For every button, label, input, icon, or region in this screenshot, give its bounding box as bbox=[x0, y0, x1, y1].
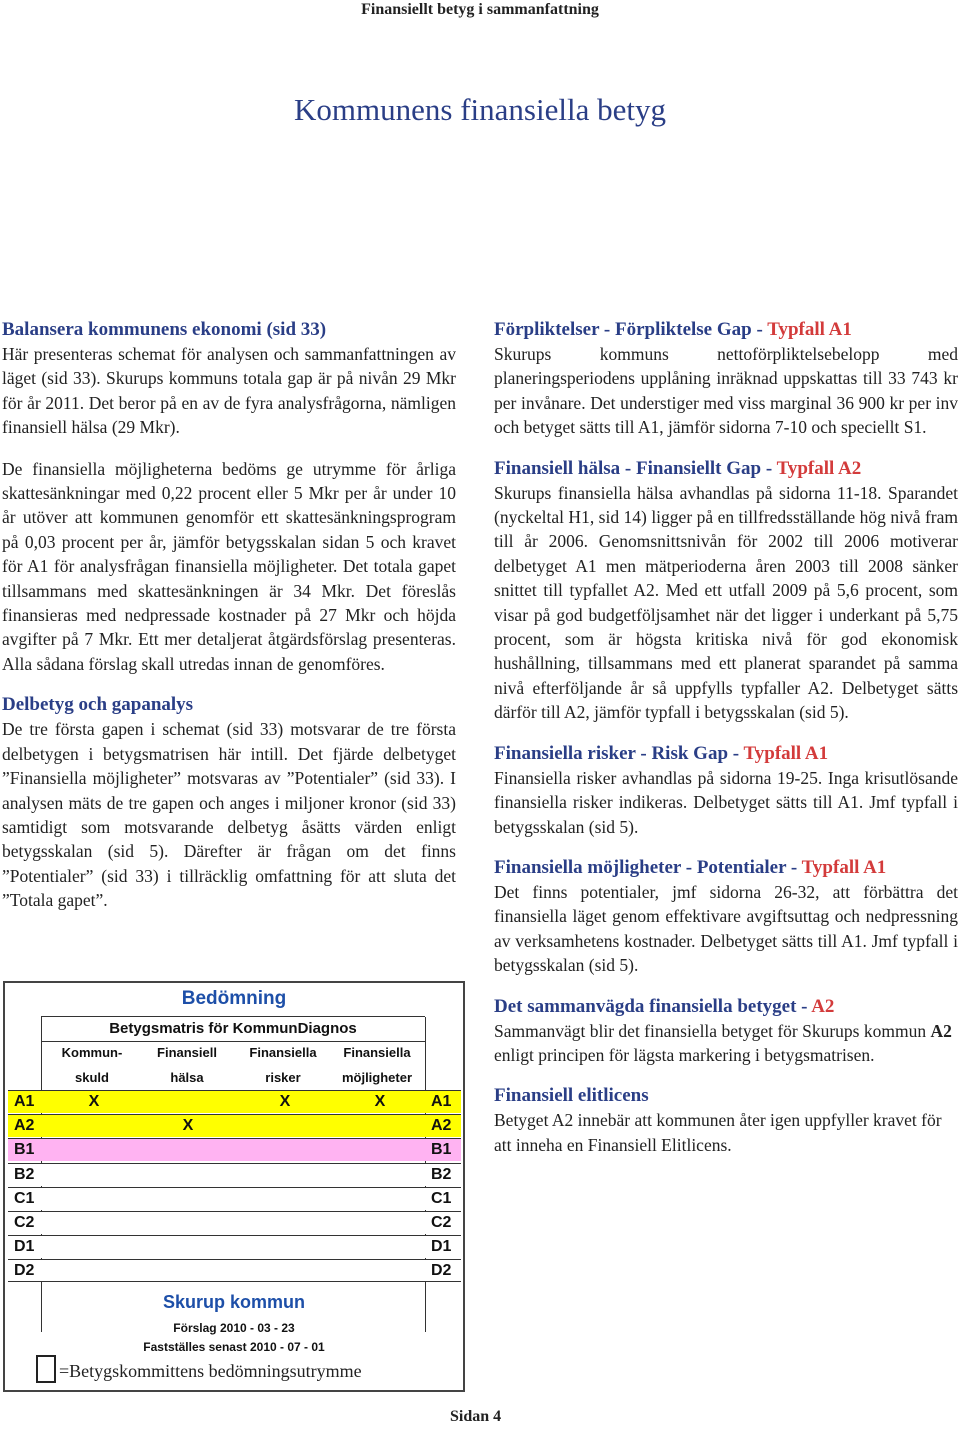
row-grade-left: B2 bbox=[14, 1165, 35, 1183]
grade-mark bbox=[84, 1164, 104, 1186]
grade-mark bbox=[370, 1139, 390, 1161]
grade-mark bbox=[84, 1212, 104, 1234]
text-financial-risks: Finansiella risker avhandlas på sidorna 19-25. Inga krisutlösande finansiella risker indikeras. Delbetyget sätts till A1. Jmf typfall i betygsskalan (sid 5). bbox=[494, 767, 958, 837]
page-title: Kommunens finansiella betyg bbox=[294, 92, 666, 127]
matrix-row bbox=[8, 1235, 461, 1258]
page-number: Sidan 4 bbox=[450, 1408, 502, 1425]
matrix-legend bbox=[36, 1355, 362, 1383]
grade-mark bbox=[84, 1139, 104, 1161]
grade-mark bbox=[84, 1115, 104, 1137]
right-column bbox=[494, 318, 958, 1157]
col-header-possibilities: Finansiella bbox=[343, 1045, 411, 1060]
grade-mark bbox=[178, 1164, 198, 1186]
matrix-established-date: Fastställes senast 2010 - 07 - 01 bbox=[143, 1340, 325, 1354]
grade-mark bbox=[84, 1236, 104, 1258]
row-grade-right: D1 bbox=[431, 1238, 452, 1256]
left-column bbox=[2, 318, 456, 913]
col-header-health-2: hälsa bbox=[170, 1070, 204, 1085]
col-header-debt-2: skuld bbox=[75, 1070, 109, 1085]
grade-obligations: Typfall A1 bbox=[767, 319, 852, 340]
row-grade-right: B2 bbox=[431, 1165, 452, 1183]
grade-mark bbox=[275, 1115, 295, 1137]
row-grade-left: D2 bbox=[14, 1262, 35, 1280]
grade-mark bbox=[275, 1188, 295, 1210]
text-obligations: Skurups kommuns nettoförpliktelsebelopp med planeringsperiodens upplåning inräknad uppskattas till 33 743 kr per invånare. Det understiger med viss marginal 36 900 kr per inv och betyget sätts till A1, jämför sidorna 7-10 och speciellt S1. bbox=[494, 344, 958, 438]
row-grade-left: A2 bbox=[14, 1117, 35, 1135]
row-grade-left: C2 bbox=[14, 1214, 35, 1231]
grade-mark bbox=[275, 1212, 295, 1234]
grade-mark bbox=[370, 1212, 390, 1234]
grade-mark bbox=[178, 1188, 198, 1210]
col-header-risks: Finansiella bbox=[249, 1045, 317, 1060]
grade-mark: X bbox=[182, 1117, 194, 1135]
grade-mark: X bbox=[88, 1093, 100, 1110]
matrix-row bbox=[8, 1090, 461, 1113]
grade-mark bbox=[370, 1260, 390, 1282]
matrix-title: Bedömning bbox=[181, 988, 287, 1009]
heading-obligations: Förpliktelser - Förpliktelse Gap - Typfall A1 bbox=[494, 319, 852, 340]
grade-overall: A2 bbox=[811, 995, 835, 1017]
matrix-row bbox=[8, 1163, 461, 1186]
paragraph-gap-analysis: De tre första gapen i schemat (sid 33) motsvarar de tre första delbetygen i betygsmatrisen här intill. Det fjärde delbetyget ”Finansiella möjligheter” motsvaras av ”Potentialer” (sid 33). I analysen mäts de tre gapen och anges i miljoner kronor (sid 33) samtidigt som motsvarande delbetyg åsätts värden enligt betygsskalan (sid 5). Därefter är frågan om det finns ”Potentialer” (sid 33) i tillräcklig omfattning för att sluta det ”Totala gapet”. bbox=[2, 719, 456, 911]
row-grade-left: C1 bbox=[14, 1189, 35, 1207]
grade-financial-health: Typfall A2 bbox=[776, 457, 862, 479]
text-financial-possibilities: Det finns potentialer, jmf sidorna 26-32, att förbättra det finansiella läget genom effektivare avgiftsuttag och nedpressning av verksamhetens kostnader. Delbetyget sätts till A1. Jmf typfall i betygsskalan (sid 5). bbox=[494, 881, 958, 976]
row-grade-right: D2 bbox=[431, 1262, 452, 1280]
running-head: Finansiellt betyg i sammanfattning bbox=[361, 1, 599, 18]
grade-mark: X bbox=[374, 1093, 386, 1110]
grade-mark bbox=[178, 1236, 198, 1258]
matrix-municipality: Skurup kommun bbox=[162, 1292, 305, 1312]
text-overall-grade: Sammanvägt blir det finansiella betyget för Skurups kommun A2 enligt principen för lägsta markering i betygsmatrisen. bbox=[494, 1020, 952, 1065]
heading-financial-risks: Finansiella risker - Risk Gap - Typfall A1 bbox=[494, 742, 829, 764]
matrix-row bbox=[8, 1138, 461, 1161]
row-grade-left: B1 bbox=[14, 1141, 35, 1159]
grade-mark bbox=[275, 1164, 295, 1186]
matrix-subtitle: Betygsmatris för KommunDiagnos bbox=[41, 1016, 425, 1042]
section-heading-gap-analysis: Delbetyg och gapanalys bbox=[2, 694, 194, 716]
row-grade-left: D1 bbox=[14, 1238, 35, 1256]
col-header-risks-2: risker bbox=[265, 1070, 301, 1085]
matrix-row bbox=[8, 1114, 461, 1137]
paragraph-summary: Här presenteras schemat för analysen och sammanfattningen av läget (sid 33). Skurups kommuns totala gap är på nivån 29 Mkr för år 2011. Det beror på en av de fyra analysfrågorna, nämligen finansiell hälsa (29 Mkr). bbox=[2, 344, 456, 438]
heading-financial-possibilities: Finansiella möjligheter - Potentialer - Typfall A1 bbox=[494, 856, 887, 878]
row-grade-right: C1 bbox=[431, 1189, 452, 1207]
grade-mark bbox=[370, 1164, 390, 1186]
grade-mark bbox=[178, 1260, 198, 1282]
heading-elite-license: Finansiell elitlicens bbox=[494, 1085, 649, 1107]
heading-financial-health: Finansiell hälsa - Finansiellt Gap - Typfall A2 bbox=[494, 457, 862, 479]
grade-mark bbox=[178, 1212, 198, 1234]
grade-mark bbox=[84, 1260, 104, 1282]
col-header-health: Finansiell bbox=[157, 1045, 217, 1060]
col-header-possibilities-2: möjligheter bbox=[341, 1070, 413, 1085]
matrix-proposal-date: Förslag 2010 - 03 - 23 bbox=[173, 1321, 295, 1335]
grade-mark bbox=[370, 1236, 390, 1258]
matrix-row bbox=[8, 1211, 461, 1234]
grading-matrix bbox=[3, 981, 465, 1392]
text-financial-health: Skurups finansiella hälsa avhandlas på sidorna 11-18. Sparandet (nyckeltal H1, sid 14) ligger på en tillfredsställande hög nivå fram till år 2006. Genomsnittsnivån för 2002 till 2006 motiverar delbetyget A1 men mätperioderna åren 2003 till 2008 sänker snittet till typfallet A2. Med ett utfall 2009 på 5,6 procent, som visar på god budgetföljsamhet när det ligger i underkant på 5,75 procent, som är högsta kritiska nivå för god ekonomisk hushållning, tillsammans med ett planerat sparandet på samma nivå efterföljande år så uppfylls typfaller A2. Delbetyget sätts därför till A2, jämför typfall i betygsskalan (sid 5). bbox=[494, 482, 958, 723]
heading-overall-grade: Det sammanvägda finansiella betyget - A2 bbox=[494, 995, 835, 1017]
grade-financial-possibilities: Typfall A1 bbox=[801, 856, 887, 878]
grade-financial-risks: Typfall A1 bbox=[743, 742, 829, 764]
grade-mark bbox=[275, 1236, 295, 1258]
row-grade-right: C2 bbox=[431, 1214, 452, 1231]
row-grade-right: A1 bbox=[431, 1093, 452, 1110]
row-grade-right: B1 bbox=[431, 1141, 452, 1159]
legend-text: =Betygskommittens bedömningsutrymme bbox=[59, 1361, 362, 1381]
row-grade-right: A2 bbox=[431, 1117, 452, 1135]
grade-mark bbox=[178, 1091, 198, 1113]
row-grade-left: A1 bbox=[14, 1093, 35, 1110]
grade-mark: X bbox=[279, 1093, 291, 1110]
text-elite-license: Betyget A2 innebär att kommunen åter igen uppfyller kravet för att inneha en Finansiell Elitlicens. bbox=[494, 1110, 942, 1155]
col-header-debt: Kommun- bbox=[61, 1045, 123, 1060]
paragraph-possibilities: De finansiella möjligheterna bedöms ge utrymme för årliga skattesänkningar med 0,22 procent eller 5 Mkr per år under 10 år utöver att kommunen genomför ett skattesänkningsprogram på 0,03 procent per år, jämför betygsskalan sidan 5 och kravet för A1 för analysfrågan finansiella möjligheter. Det totala gapet tillsammans med skattesänkningen är 34 Mkr. Det föreslås finansieras med nedpressade kostnader på 27 Mkr och höjda avgifter på 7 Mkr. Ett mer detaljerat åtgärdsförslag presenteras. Alla sådana förslag skall utredas innan de genomföres. bbox=[2, 458, 456, 674]
grade-mark bbox=[84, 1188, 104, 1210]
section-heading-balance: Balansera kommunens ekonomi (sid 33) bbox=[2, 319, 327, 340]
grade-mark bbox=[275, 1260, 295, 1282]
grade-mark bbox=[370, 1188, 390, 1210]
legend-box-icon bbox=[36, 1355, 56, 1383]
grade-mark bbox=[370, 1115, 390, 1137]
matrix-row bbox=[8, 1259, 461, 1282]
matrix-row bbox=[8, 1187, 461, 1210]
grade-mark bbox=[275, 1139, 295, 1161]
grade-mark bbox=[178, 1139, 198, 1161]
